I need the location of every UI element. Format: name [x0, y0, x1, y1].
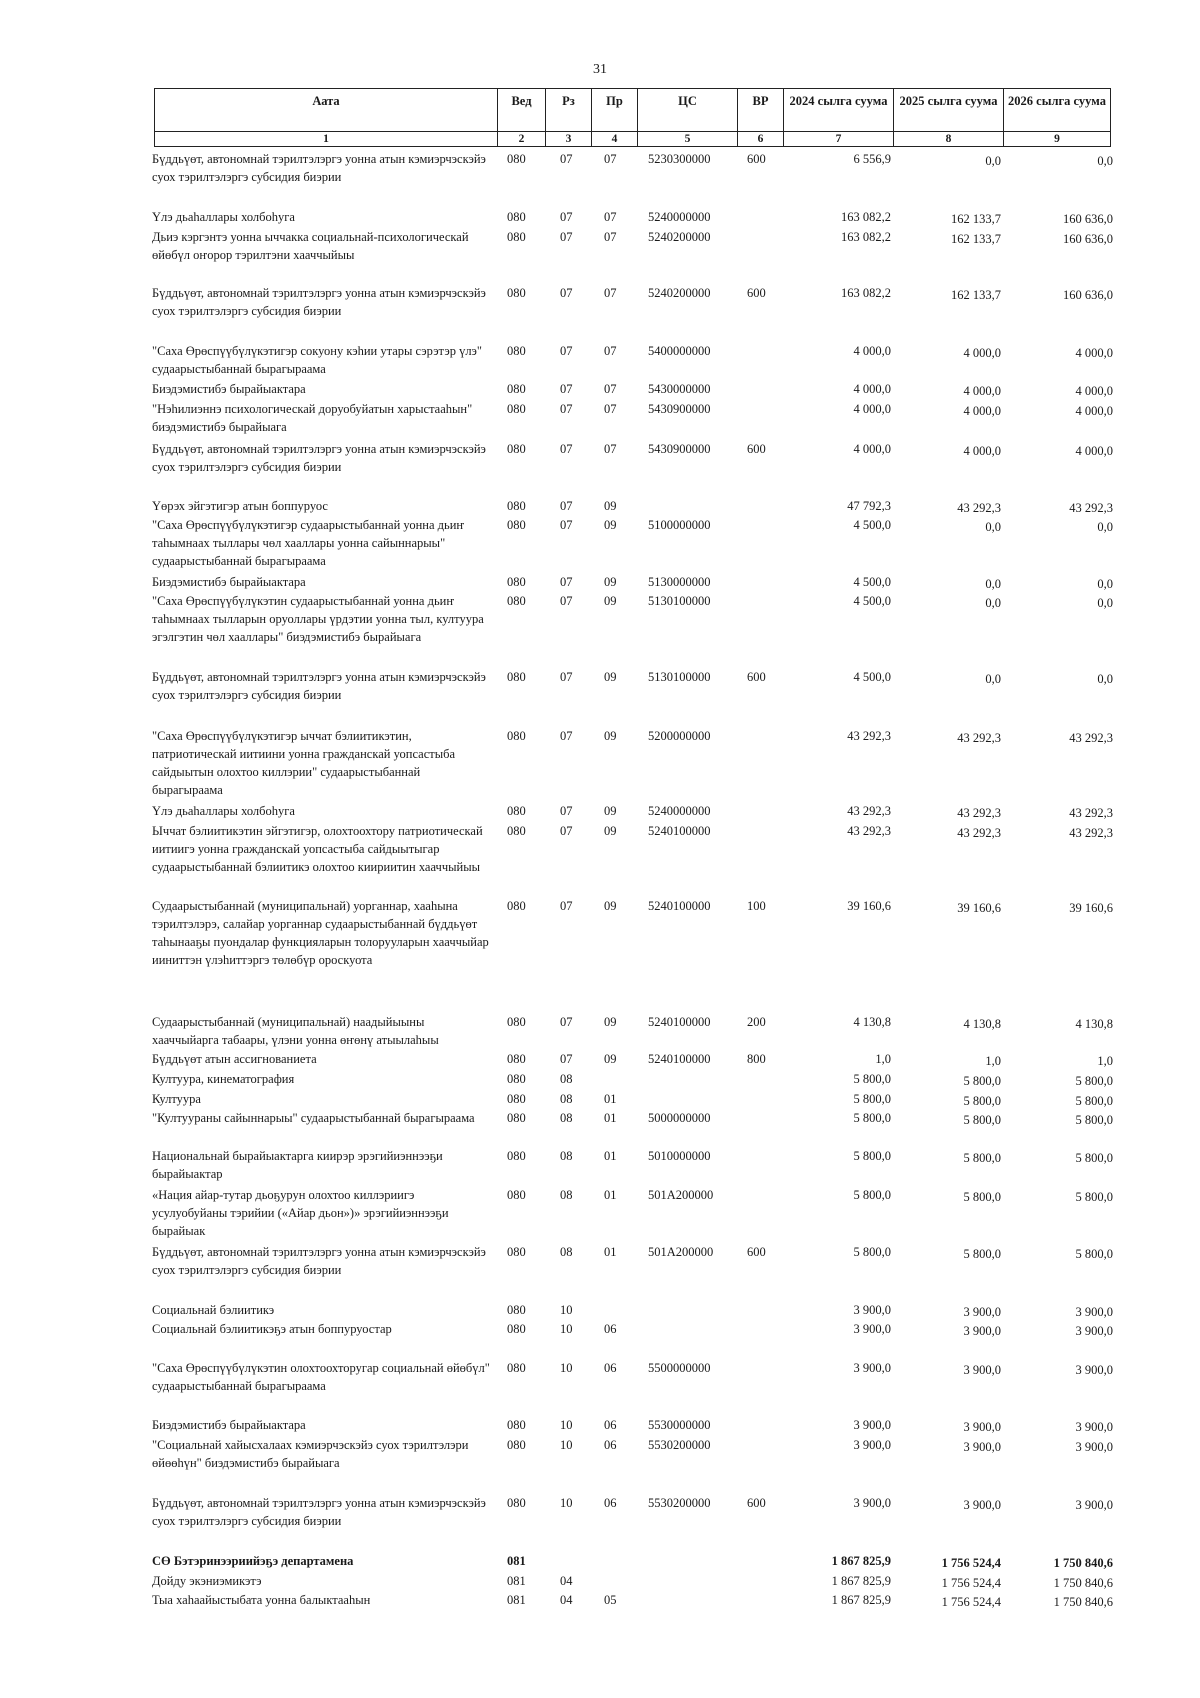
cell-name: Дьиэ кэргэнтэ уонна ыччакка социальнай-психологическай өйөбүл оҥорор тэрилтэни хааччыйыы	[152, 230, 469, 262]
cell-rz: 07	[560, 230, 573, 244]
cell-ved: 080	[507, 1111, 526, 1125]
cell-rz: 07	[560, 499, 573, 513]
cell-cs: 5200000000	[648, 729, 711, 743]
header-col-cs: ЦС	[638, 89, 738, 132]
cell-ved: 080	[507, 1015, 526, 1029]
cell-y2026: 3 900,0	[1075, 1363, 1113, 1377]
cell-y2025: 4 000,0	[963, 444, 1001, 458]
cell-vr: 600	[747, 670, 766, 684]
cell-vr: 600	[747, 1496, 766, 1510]
cell-y2026: 160 636,0	[1063, 212, 1113, 226]
cell-y2025: 0,0	[985, 520, 1001, 534]
cell-pr: 07	[604, 344, 617, 358]
cell-pr: 09	[604, 899, 617, 913]
header-num: 9	[1004, 132, 1111, 147]
cell-cs: 5240100000	[648, 824, 711, 838]
cell-ved: 080	[507, 152, 526, 166]
cell-y2025: 43 292,3	[957, 501, 1001, 515]
cell-pr: 09	[604, 499, 617, 513]
cell-ved: 080	[507, 1496, 526, 1510]
cell-ved: 081	[507, 1593, 526, 1607]
cell-rz: 10	[560, 1496, 573, 1510]
cell-cs: 5430000000	[648, 382, 711, 396]
cell-name: "Култуураны сайыннарыы" судаарыстыбаннай бырагыраама	[152, 1111, 475, 1125]
cell-y2026: 4 000,0	[1075, 404, 1113, 418]
cell-y2024: 6 556,9	[853, 152, 891, 166]
cell-y2025: 5 800,0	[963, 1074, 1001, 1088]
cell-y2026: 5 800,0	[1075, 1190, 1113, 1204]
cell-y2025: 5 800,0	[963, 1151, 1001, 1165]
cell-y2025: 5 800,0	[963, 1094, 1001, 1108]
cell-y2026: 3 900,0	[1075, 1324, 1113, 1338]
header-col-vr: ВР	[738, 89, 784, 132]
cell-ved: 080	[507, 575, 526, 589]
cell-y2024: 3 900,0	[853, 1418, 891, 1432]
cell-rz: 07	[560, 286, 573, 300]
cell-y2026: 43 292,3	[1069, 731, 1113, 745]
cell-pr: 06	[604, 1361, 617, 1375]
cell-name: Биэдэмистибэ бырайыактара	[152, 1418, 306, 1432]
cell-name: Ыччат бэлиитикэтин эйгэтигэр, олохтоохтору патриотическай иитиигэ уонна гражданскай уопсастыба сайдыытыгар судаарыстыбаннай бэлиитикэ олохтоо киириитин хааччыйыы	[152, 824, 483, 874]
cell-y2026: 3 900,0	[1075, 1498, 1113, 1512]
cell-y2025: 39 160,6	[957, 901, 1001, 915]
cell-cs: 5240200000	[648, 286, 711, 300]
cell-y2025: 1,0	[985, 1054, 1001, 1068]
cell-cs: 5430900000	[648, 442, 711, 456]
cell-name: "Саха Өрөспүүбүлүкэтигэр судаарыстыбаннай уонна дьиҥ таһымнаах тыллары чөл хааллары уонна сайыннарыы" судаарыстыбаннай бырагыраама	[152, 518, 465, 568]
cell-pr: 09	[604, 594, 617, 608]
cell-cs: 5130100000	[648, 670, 711, 684]
cell-y2026: 5 800,0	[1075, 1113, 1113, 1127]
cell-ved: 080	[507, 899, 526, 913]
cell-pr: 01	[604, 1245, 617, 1259]
cell-y2025: 4 000,0	[963, 384, 1001, 398]
cell-name: Бүддьүөт, автономнай тэрилтэлэргэ уонна атын кэмиэрчэскэйэ суох тэрилтэлэргэ субсидия биэрии	[152, 286, 486, 318]
cell-vr: 800	[747, 1052, 766, 1066]
cell-name: "Социальнай хайысхалаах кэмиэрчэскэйэ суох тэрилтэлэри өйөөһүн" биэдэмистибэ бырайыага	[152, 1438, 469, 1470]
cell-y2026: 4 130,8	[1075, 1017, 1113, 1031]
cell-rz: 04	[560, 1593, 573, 1607]
cell-cs: 5240100000	[648, 1015, 711, 1029]
cell-y2024: 4 500,0	[853, 575, 891, 589]
cell-ved: 080	[507, 1188, 526, 1202]
cell-y2024: 5 800,0	[853, 1188, 891, 1202]
cell-cs: 5240100000	[648, 899, 711, 913]
cell-pr: 01	[604, 1111, 617, 1125]
cell-pr: 06	[604, 1418, 617, 1432]
cell-y2025: 162 133,7	[951, 232, 1001, 246]
cell-ved: 080	[507, 1303, 526, 1317]
cell-rz: 04	[560, 1574, 573, 1588]
cell-pr: 01	[604, 1188, 617, 1202]
cell-pr: 09	[604, 804, 617, 818]
cell-y2024: 4 500,0	[853, 518, 891, 532]
cell-name: "Нэһилиэннэ психологическай доруобуйатын харыстааһын" биэдэмистибэ бырайыага	[152, 402, 473, 434]
cell-name: Бүддьүөт, автономнай тэрилтэлэргэ уонна атын кэмиэрчэскэйэ суох тэрилтэлэргэ субсидия биэрии	[152, 1245, 486, 1277]
cell-rz: 07	[560, 1015, 573, 1029]
cell-name: "Саха Өрөспүүбүлүкэтин олохтоохторугар социальнай өйөбүл" судаарыстыбаннай бырагыраама	[152, 1361, 490, 1393]
cell-y2025: 1 756 524,4	[941, 1595, 1001, 1609]
cell-cs: 5130000000	[648, 575, 711, 589]
cell-cs: 5230300000	[648, 152, 711, 166]
cell-y2026: 1 750 840,6	[1053, 1556, 1113, 1570]
cell-name: Национальнай бырайыактарга киирэр эрэгийиэннээҕи бырайыактар	[152, 1149, 443, 1181]
cell-vr: 200	[747, 1015, 766, 1029]
cell-y2024: 3 900,0	[853, 1496, 891, 1510]
cell-ved: 080	[507, 230, 526, 244]
cell-name: Бүддьүөт, автономнай тэрилтэлэргэ уонна атын кэмиэрчэскэйэ суох тэрилтэлэргэ субсидия биэрии	[152, 152, 486, 184]
cell-y2025: 5 800,0	[963, 1190, 1001, 1204]
header-col-2024: 2024 сылга суума	[784, 89, 894, 132]
cell-y2025: 4 000,0	[963, 404, 1001, 418]
cell-name: Үлэ дьаһаллары холбоһуга	[152, 804, 295, 818]
cell-cs: 5000000000	[648, 1111, 711, 1125]
cell-name: Үлэ дьаһаллары холбоһуга	[152, 210, 295, 224]
cell-y2025: 3 900,0	[963, 1324, 1001, 1338]
cell-y2025: 43 292,3	[957, 731, 1001, 745]
cell-rz: 07	[560, 382, 573, 396]
cell-y2024: 4 500,0	[853, 594, 891, 608]
cell-y2025: 0,0	[985, 672, 1001, 686]
cell-rz: 10	[560, 1322, 573, 1336]
cell-y2024: 1 867 825,9	[831, 1574, 891, 1588]
cell-y2026: 160 636,0	[1063, 288, 1113, 302]
page-number: 31	[593, 62, 607, 77]
cell-name: Судаарыстыбаннай (муниципальнай) наадыйыыны хааччыйарга табаары, үлэни уонна өҥөнү атыылаһыы	[152, 1015, 439, 1047]
cell-rz: 08	[560, 1245, 573, 1259]
cell-y2026: 0,0	[1097, 596, 1113, 610]
cell-rz: 08	[560, 1188, 573, 1202]
cell-cs: 5530000000	[648, 1418, 711, 1432]
cell-y2024: 4 500,0	[853, 670, 891, 684]
cell-cs: 5100000000	[648, 518, 711, 532]
cell-cs: 501A200000	[648, 1245, 714, 1259]
cell-cs: 5010000000	[648, 1149, 711, 1163]
cell-cs: 5430900000	[648, 402, 711, 416]
cell-y2024: 5 800,0	[853, 1072, 891, 1086]
cell-y2024: 4 000,0	[853, 442, 891, 456]
cell-y2024: 3 900,0	[853, 1322, 891, 1336]
cell-rz: 07	[560, 344, 573, 358]
cell-y2026: 43 292,3	[1069, 806, 1113, 820]
cell-cs: 5500000000	[648, 1361, 711, 1375]
cell-y2024: 3 900,0	[853, 1438, 891, 1452]
cell-ved: 081	[507, 1554, 526, 1568]
cell-name: "Саха Өрөспүүбүлүкэтин судаарыстыбаннай уонна дьиҥ таһымнаах тылларын оруоллары үрдэтии уонна тыл, култуура эгэлгэтин чөл хааллары" биэдэмистибэ бырайыага	[152, 594, 484, 644]
cell-y2024: 39 160,6	[847, 899, 891, 913]
cell-name: Бүддьүөт, автономнай тэрилтэлэргэ уонна атын кэмиэрчэскэйэ суох тэрилтэлэргэ субсидия биэрии	[152, 442, 486, 474]
cell-y2026: 3 900,0	[1075, 1420, 1113, 1434]
cell-y2024: 1 867 825,9	[831, 1554, 891, 1568]
cell-pr: 07	[604, 286, 617, 300]
cell-y2025: 0,0	[985, 577, 1001, 591]
cell-ved: 080	[507, 670, 526, 684]
cell-y2024: 47 792,3	[847, 499, 891, 513]
cell-rz: 08	[560, 1111, 573, 1125]
cell-ved: 080	[507, 442, 526, 456]
cell-y2024: 3 900,0	[853, 1361, 891, 1375]
cell-y2024: 5 800,0	[853, 1245, 891, 1259]
cell-y2026: 1 750 840,6	[1053, 1595, 1113, 1609]
cell-y2026: 5 800,0	[1075, 1094, 1113, 1108]
cell-y2024: 163 082,2	[841, 210, 891, 224]
cell-y2026: 1 750 840,6	[1053, 1576, 1113, 1590]
cell-ved: 080	[507, 1149, 526, 1163]
cell-pr: 09	[604, 824, 617, 838]
cell-ved: 080	[507, 499, 526, 513]
header-num: 6	[738, 132, 784, 147]
cell-y2026: 0,0	[1097, 520, 1113, 534]
cell-rz: 08	[560, 1092, 573, 1106]
cell-y2024: 43 292,3	[847, 824, 891, 838]
cell-y2025: 0,0	[985, 596, 1001, 610]
cell-name: Социальнай бэлиитикэ	[152, 1303, 275, 1317]
cell-rz: 07	[560, 210, 573, 224]
cell-rz: 08	[560, 1149, 573, 1163]
cell-y2026: 3 900,0	[1075, 1305, 1113, 1319]
cell-y2024: 4 000,0	[853, 402, 891, 416]
cell-y2025: 1 756 524,4	[941, 1556, 1001, 1570]
cell-rz: 07	[560, 594, 573, 608]
cell-y2026: 4 000,0	[1075, 346, 1113, 360]
cell-ved: 080	[507, 729, 526, 743]
cell-y2024: 4 000,0	[853, 382, 891, 396]
cell-rz: 07	[560, 899, 573, 913]
cell-rz: 07	[560, 1052, 573, 1066]
cell-ved: 081	[507, 1574, 526, 1588]
cell-y2024: 5 800,0	[853, 1092, 891, 1106]
cell-vr: 600	[747, 1245, 766, 1259]
cell-rz: 10	[560, 1438, 573, 1452]
cell-ved: 080	[507, 1322, 526, 1336]
cell-y2026: 3 900,0	[1075, 1440, 1113, 1454]
cell-y2026: 0,0	[1097, 672, 1113, 686]
cell-y2026: 160 636,0	[1063, 232, 1113, 246]
cell-rz: 10	[560, 1303, 573, 1317]
cell-pr: 06	[604, 1438, 617, 1452]
cell-y2024: 1 867 825,9	[831, 1593, 891, 1607]
cell-y2026: 4 000,0	[1075, 384, 1113, 398]
cell-rz: 10	[560, 1418, 573, 1432]
cell-pr: 09	[604, 1015, 617, 1029]
cell-pr: 07	[604, 442, 617, 456]
header-col-2025: 2025 сылга суума	[894, 89, 1004, 132]
cell-ved: 080	[507, 1245, 526, 1259]
cell-y2025: 1 756 524,4	[941, 1576, 1001, 1590]
cell-y2024: 43 292,3	[847, 729, 891, 743]
cell-y2025: 3 900,0	[963, 1305, 1001, 1319]
cell-y2026: 5 800,0	[1075, 1247, 1113, 1261]
cell-name: Биэдэмистибэ бырайыактара	[152, 575, 306, 589]
cell-cs: 5240200000	[648, 230, 711, 244]
cell-rz: 07	[560, 729, 573, 743]
cell-pr: 07	[604, 152, 617, 166]
cell-y2024: 3 900,0	[853, 1303, 891, 1317]
cell-y2025: 5 800,0	[963, 1247, 1001, 1261]
cell-pr: 09	[604, 518, 617, 532]
header-num: 2	[498, 132, 546, 147]
cell-rz: 07	[560, 575, 573, 589]
cell-ved: 080	[507, 518, 526, 532]
cell-y2025: 3 900,0	[963, 1498, 1001, 1512]
cell-ved: 080	[507, 1052, 526, 1066]
cell-rz: 07	[560, 804, 573, 818]
header-num: 8	[894, 132, 1004, 147]
cell-ved: 080	[507, 1361, 526, 1375]
cell-y2025: 43 292,3	[957, 806, 1001, 820]
header-num: 1	[155, 132, 498, 147]
cell-cs: 5240000000	[648, 210, 711, 224]
cell-pr: 01	[604, 1149, 617, 1163]
cell-rz: 07	[560, 518, 573, 532]
header-col-2026: 2026 сылга суума	[1004, 89, 1111, 132]
cell-name: "Саха Өрөспүүбүлүкэтигэр сокуону кэһии утары сэрэтэр үлэ" судаарыстыбаннай бырагыраама	[152, 344, 483, 376]
cell-ved: 080	[507, 210, 526, 224]
cell-name: Култуура	[152, 1092, 201, 1106]
cell-name: Бүддьүөт, автономнай тэрилтэлэргэ уонна атын кэмиэрчэскэйэ суох тэрилтэлэргэ субсидия биэрии	[152, 1496, 486, 1528]
cell-rz: 07	[560, 402, 573, 416]
cell-ved: 080	[507, 402, 526, 416]
cell-y2025: 3 900,0	[963, 1440, 1001, 1454]
cell-y2026: 5 800,0	[1075, 1074, 1113, 1088]
cell-ved: 080	[507, 804, 526, 818]
cell-y2026: 43 292,3	[1069, 826, 1113, 840]
cell-pr: 07	[604, 230, 617, 244]
cell-y2025: 5 800,0	[963, 1113, 1001, 1127]
cell-y2026: 5 800,0	[1075, 1151, 1113, 1165]
cell-rz: 07	[560, 442, 573, 456]
cell-rz: 10	[560, 1361, 573, 1375]
cell-name: Биэдэмистибэ бырайыактара	[152, 382, 306, 396]
header-col-pr: Пр	[592, 89, 638, 132]
header-col-rz: Рз	[546, 89, 592, 132]
cell-pr: 09	[604, 575, 617, 589]
cell-rz: 07	[560, 824, 573, 838]
cell-name: «Нация айар-тутар дьоҕурун олохтоо киллэриигэ усулуобуйаны тэрийии («Айар дьон»)» эрэгийиэннээҕи бырайыак	[152, 1188, 449, 1238]
cell-y2024: 163 082,2	[841, 230, 891, 244]
cell-pr: 07	[604, 382, 617, 396]
cell-vr: 600	[747, 442, 766, 456]
cell-y2024: 5 800,0	[853, 1149, 891, 1163]
cell-pr: 01	[604, 1092, 617, 1106]
cell-cs: 5130100000	[648, 594, 711, 608]
cell-name: СӨ Бэтэринээриийэҕэ департамена	[152, 1554, 354, 1568]
cell-y2024: 43 292,3	[847, 804, 891, 818]
cell-y2024: 5 800,0	[853, 1111, 891, 1125]
cell-ved: 080	[507, 1092, 526, 1106]
cell-ved: 080	[507, 1072, 526, 1086]
header-num: 4	[592, 132, 638, 147]
cell-y2026: 43 292,3	[1069, 501, 1113, 515]
cell-vr: 600	[747, 286, 766, 300]
cell-pr: 07	[604, 210, 617, 224]
header-num: 7	[784, 132, 894, 147]
cell-pr: 07	[604, 402, 617, 416]
cell-rz: 08	[560, 1072, 573, 1086]
cell-name: Үөрэх эйгэтигэр атын боппуруос	[152, 499, 328, 513]
cell-y2025: 3 900,0	[963, 1420, 1001, 1434]
cell-y2025: 3 900,0	[963, 1363, 1001, 1377]
cell-name: Тыа хаһаайыстыбата уонна балыктааһын	[152, 1593, 371, 1607]
cell-y2026: 4 000,0	[1075, 444, 1113, 458]
cell-y2025: 162 133,7	[951, 288, 1001, 302]
cell-ved: 080	[507, 1418, 526, 1432]
cell-y2025: 162 133,7	[951, 212, 1001, 226]
cell-cs: 5400000000	[648, 344, 711, 358]
cell-y2024: 4 130,8	[853, 1015, 891, 1029]
cell-vr: 600	[747, 152, 766, 166]
cell-cs: 5240100000	[648, 1052, 711, 1066]
cell-pr: 06	[604, 1322, 617, 1336]
cell-y2026: 39 160,6	[1069, 901, 1113, 915]
cell-ved: 080	[507, 344, 526, 358]
cell-cs: 5530200000	[648, 1496, 711, 1510]
cell-name: Бүддьүөт атын ассигнованиета	[152, 1052, 317, 1066]
cell-name: Дойду экэниэмикэтэ	[152, 1574, 262, 1588]
cell-y2026: 0,0	[1097, 577, 1113, 591]
cell-name: Судаарыстыбаннай (муниципальнай) уорганнар, хааһына тэрилтэлэрэ, салайар уорганнар судаарыстыбаннай бүддьүөт таһынааҕы пуондалар функцияларын толорууларын хааччыйар ииниттэн үлэһиттэргэ төлөбүр ороскуота	[152, 899, 489, 967]
cell-ved: 080	[507, 382, 526, 396]
cell-y2024: 163 082,2	[841, 286, 891, 300]
cell-rz: 07	[560, 152, 573, 166]
cell-name: Социальнай бэлиитикэҕэ атын боппуруостар	[152, 1322, 392, 1336]
cell-pr: 09	[604, 670, 617, 684]
cell-y2025: 0,0	[985, 154, 1001, 168]
cell-pr: 05	[604, 1593, 617, 1607]
cell-pr: 09	[604, 1052, 617, 1066]
cell-ved: 080	[507, 824, 526, 838]
cell-cs: 5240000000	[648, 804, 711, 818]
header-num: 5	[638, 132, 738, 147]
cell-cs: 5530200000	[648, 1438, 711, 1452]
cell-y2025: 43 292,3	[957, 826, 1001, 840]
cell-name: Култуура, кинематография	[152, 1072, 295, 1086]
header-col-ved: Вед	[498, 89, 546, 132]
cell-rz: 07	[560, 670, 573, 684]
cell-cs: 501A200000	[648, 1188, 714, 1202]
cell-y2025: 4 000,0	[963, 346, 1001, 360]
cell-ved: 080	[507, 594, 526, 608]
cell-vr: 100	[747, 899, 766, 913]
header-col-name: Аата	[155, 89, 498, 132]
cell-name: Бүддьүөт, автономнай тэрилтэлэргэ уонна атын кэмиэрчэскэйэ суох тэрилтэлэргэ субсидия биэрии	[152, 670, 486, 702]
cell-pr: 06	[604, 1496, 617, 1510]
cell-y2024: 1,0	[875, 1052, 891, 1066]
cell-ved: 080	[507, 1438, 526, 1452]
cell-y2025: 4 130,8	[963, 1017, 1001, 1031]
cell-y2024: 4 000,0	[853, 344, 891, 358]
cell-name: "Саха Өрөспүүбүлүкэтигэр ыччат бэлиитикэтин, патриотическай иитиини уонна гражданскай уопсастыба сайдыытын олохтоо киллэрии" судаарыстыбаннай бырагыраама	[152, 729, 456, 797]
cell-pr: 09	[604, 729, 617, 743]
cell-ved: 080	[507, 286, 526, 300]
header-num: 3	[546, 132, 592, 147]
cell-y2026: 1,0	[1097, 1054, 1113, 1068]
cell-y2026: 0,0	[1097, 154, 1113, 168]
